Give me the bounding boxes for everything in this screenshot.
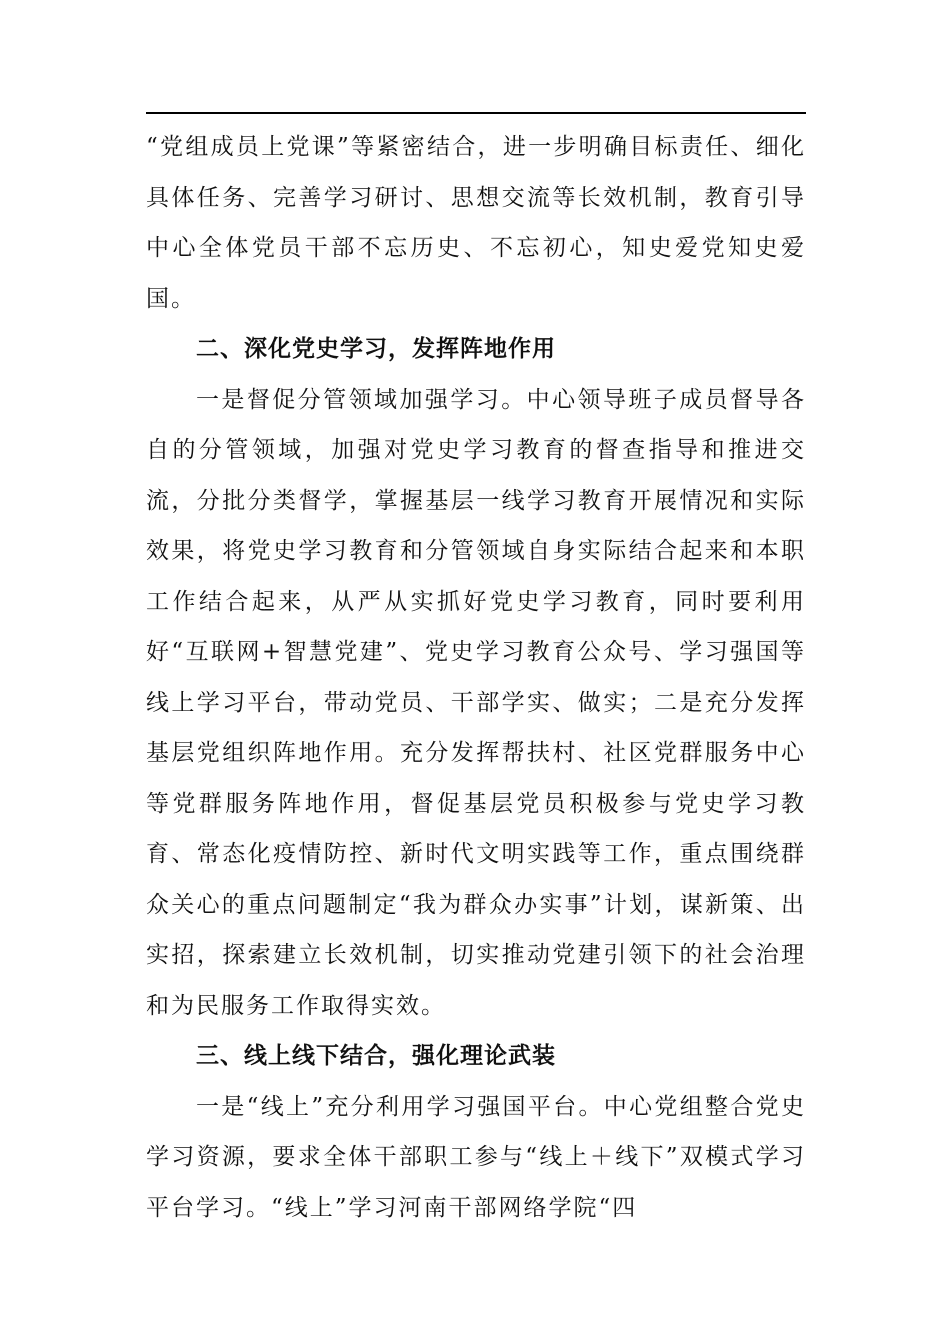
section-heading-2: 二、深化党史学习，发挥阵地作用 bbox=[196, 336, 556, 362]
section-2-paragraph: 一是督促分管领域加强学习。中心领导班子成员督导各自的分管领域，加强对党史学习教育的督查指导和推进交流，分批分类督学，掌握基层一线学习教育开展情况和实际效果，将党史学习教育和分管领域自身实际结合起来和本职工作结合起来，从严从实抓好党史学习教育，同时要利用好“互联网+智慧党建”、党史学习教育公众号、学习强国等线上学习平台，带动党员、干部学实、做实；二是充分发挥基层党组织阵地作用。充分发挥帮扶村、社区党群服务中心等党群服务阵地作用，督促基层党员积极参与党史学习教育、常态化疫情防控、新时代文明实践等工作，重点围绕群众关心的重点问题制定“我为群众办实事”计划，谋新策、出实招，探索建立长效机制，切实推动党建引领下的社会治理和为民服务工作取得实效。 bbox=[146, 386, 806, 1019]
section-heading-3: 三、线上线下结合，强化理论武装 bbox=[196, 1043, 556, 1069]
section-3-paragraph: 一是“线上”充分利用学习强国平台。中心党组整合党史学习资源，要求全体干部职工参与“线上＋线下”双模式学习平台学习。“线上”学习河南干部网络学院“四 bbox=[146, 1093, 806, 1221]
header-rule bbox=[146, 112, 806, 114]
paragraph-continuation: “党组成员上党课”等紧密结合，进一步明确目标责任、细化具体任务、完善学习研讨、思想交流等长效机制，教育引导中心全体党员干部不忘历史、不忘初心，知史爱党知史爱国。 bbox=[146, 134, 806, 312]
document-body bbox=[146, 122, 806, 1233]
